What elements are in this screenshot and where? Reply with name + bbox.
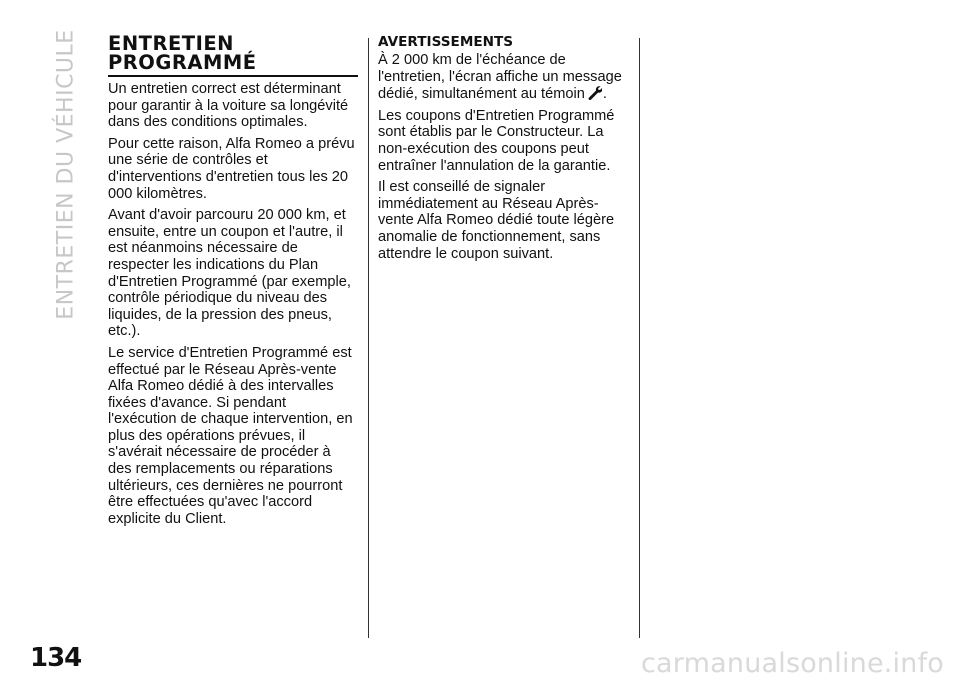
paragraph-with-icon xyxy=(378,52,630,103)
column-divider xyxy=(639,38,640,638)
column-divider xyxy=(368,38,369,638)
paragraph: Le service d'Entretien Programmé est effectué par le Réseau Après-vente Alfa Romeo dédié à des intervalles fixées d'avance. Si pendant l'exécution de chaque intervention, en plus des opérations prévues, il s'avérait nécessaire de procéder à des remplacements ou réparations ultérieurs, ces dernières ne pourront être effectuées qu'avec l'accord explicite du Client. xyxy=(108,344,353,527)
paragraph: Avant d'avoir parcouru 20 000 km, et ensuite, entre un coupon et l'autre, il est néanmoins nécessaire de respecter les indications du Plan d'Entretien Programmé (par exemple, contrôle périodique du niveau des liquides, de la pression des pneus, etc.). xyxy=(108,207,351,340)
paragraph-text: À 2 000 km de l'échéance de l'entretien, l'écran affiche un message dédié, simultanément au témoin xyxy=(378,52,622,103)
paragraph: Il est conseillé de signaler immédiatement au Réseau Après-vente Alfa Romeo dédié toute légère anomalie de fonctionnement, sans attendre le coupon suivant. xyxy=(378,179,615,262)
heading-underline xyxy=(108,75,358,77)
section-title: ENTRETIEN DU VÉHICULE xyxy=(53,29,79,320)
paragraph: Les coupons d'Entretien Programmé sont établis par le Constructeur. La non-exécution des coupons peut entraîner l'annulation de la garantie. xyxy=(378,107,615,174)
column-left xyxy=(108,34,358,532)
warnings-heading: AVERTISSEMENTS xyxy=(378,34,514,50)
column-right xyxy=(378,34,630,267)
heading-line-1: ENTRETIEN xyxy=(108,32,234,55)
paragraph: Un entretien correct est déterminant pour garantir à la voiture sa longévité dans des conditions optimales. xyxy=(108,81,349,131)
heading-line-2: PROGRAMMÉ xyxy=(108,51,257,74)
paragraph: Pour cette raison, Alfa Romeo a prévu une série de contrôles et d'interventions d'entretien tous les 20 000 kilomètres. xyxy=(108,135,355,202)
heading xyxy=(108,34,358,72)
wrench-icon xyxy=(586,85,602,101)
watermark: carmanualsonline.info xyxy=(641,648,944,679)
paragraph-text-end: . xyxy=(602,86,607,103)
section-title-vertical xyxy=(46,29,86,320)
page-number: 134 xyxy=(30,643,82,673)
